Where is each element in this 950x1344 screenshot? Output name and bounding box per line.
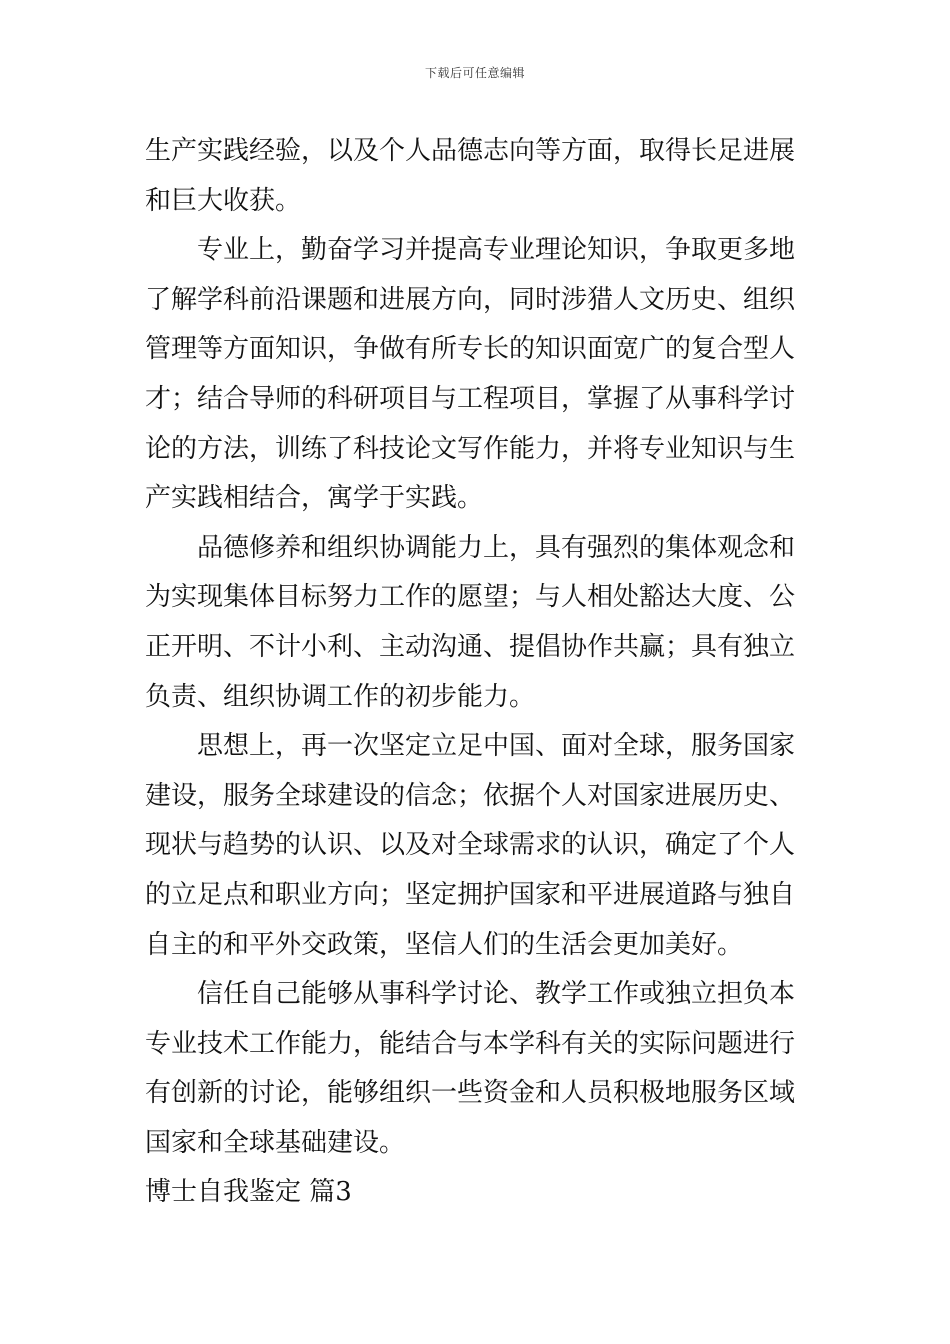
text-line: 生产实践经验，以及个人品德志向等方面，取得长足进展 xyxy=(145,136,796,166)
page-header: 下载后可任意编辑 xyxy=(424,66,525,80)
text-line: 了解学科前沿课题和进展方向，同时涉猎人文历史、组织 xyxy=(145,284,796,315)
text-line: 论的方法，训练了科技论文写作能力，并将专业知识与生 xyxy=(145,433,796,464)
text-line: 才；结合导师的科研项目与工程项目，掌握了从事科学讨 xyxy=(145,383,796,414)
text-line: 有创新的讨论，能够组织一些资金和人员积极地服务区域 xyxy=(145,1078,796,1109)
text-line: 和巨大收获。 xyxy=(145,185,302,216)
paragraph-start-line: 信任自己能够从事科学讨论、教学工作或独立担负本 xyxy=(197,979,796,1010)
paragraph-start-line: 品德修养和组织协调能力上，具有强烈的集体观念和 xyxy=(197,532,796,563)
text-line: 现状与趋势的认识、以及对全球需求的认识，确定了个人 xyxy=(145,830,796,861)
text-line: 产实践相结合，寓学于实践。 xyxy=(145,483,484,514)
section-heading: 博士自我鉴定 篇3 xyxy=(145,1177,352,1208)
text-line: 的立足点和职业方向；坚定拥护国家和平进展道路与独自 xyxy=(145,879,796,910)
text-line: 管理等方面知识，争做有所专长的知识面宽广的复合型人 xyxy=(145,334,796,365)
text-line: 建设，服务全球建设的信念；依据个人对国家进展历史、 xyxy=(145,780,796,811)
text-line: 正开明、不计小利、主动沟通、提倡协作共赢；具有独立 xyxy=(145,631,796,662)
text-line: 自主的和平外交政策，坚信人们的生活会更加美好。 xyxy=(145,929,744,960)
paragraph-start-line: 专业上，勤奋学习并提高专业理论知识，争取更多地 xyxy=(197,235,796,266)
text-line: 专业技术工作能力，能结合与本学科有关的实际问题进行 xyxy=(145,1028,796,1059)
document-body xyxy=(145,127,807,1218)
text-line: 为实现集体目标努力工作的愿望；与人相处豁达大度、公 xyxy=(145,582,796,613)
paragraph-start-line: 思想上，再一次坚定立足中国、面对全球，服务国家 xyxy=(197,731,796,762)
text-line: 国家和全球基础建设。 xyxy=(145,1127,406,1158)
text-line: 负责、组织协调工作的初步能力。 xyxy=(145,681,536,712)
